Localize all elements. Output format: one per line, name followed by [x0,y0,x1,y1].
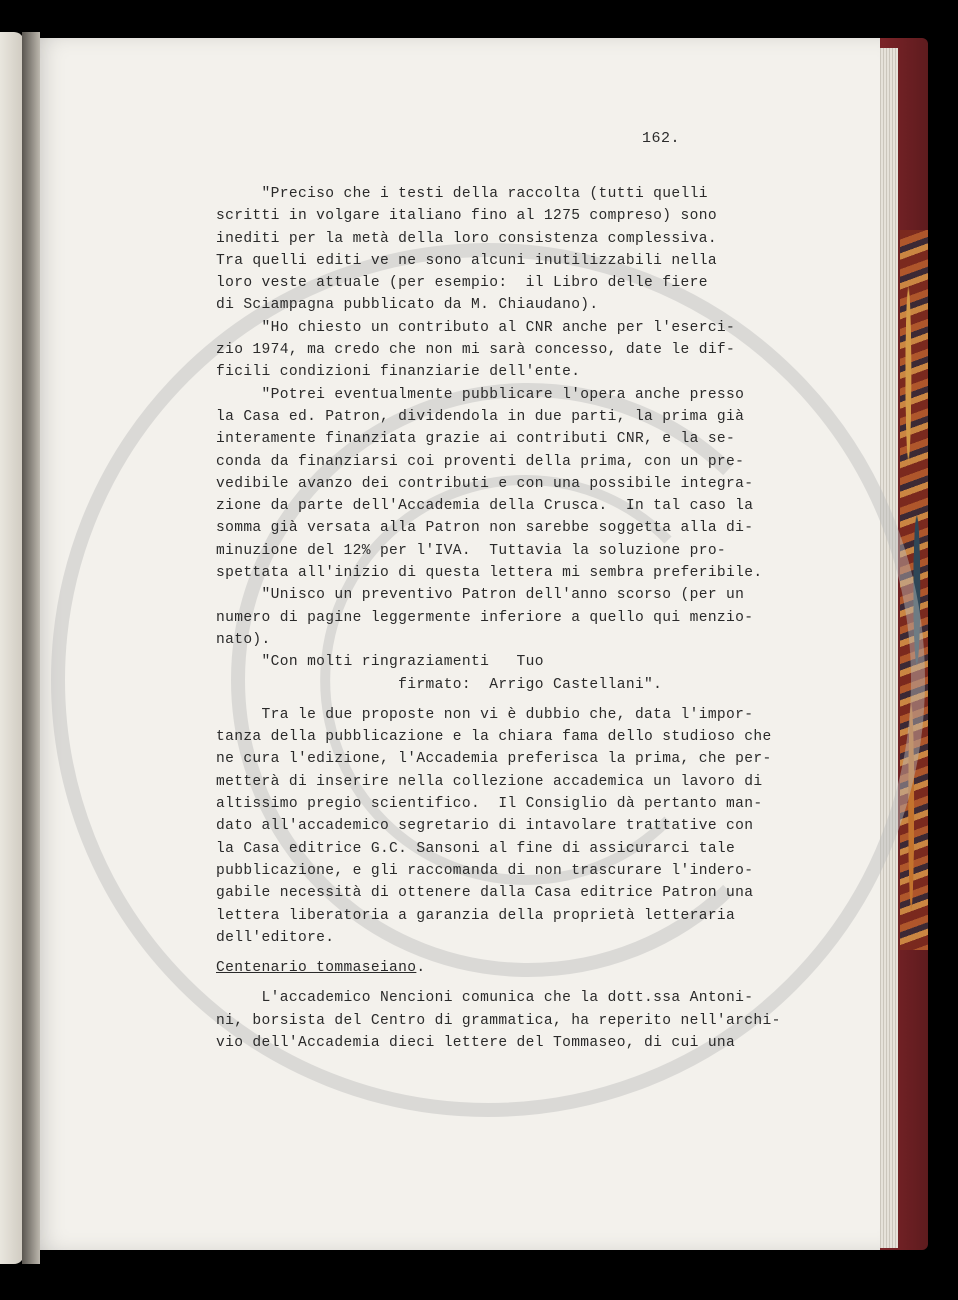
page-number: 162. [642,130,681,147]
text-line: "Ho chiesto un contributo al CNR anche per l'eserci- [216,319,736,336]
text-line: somma già versata alla Patron non sarebbe soggetta alla di- [216,520,754,537]
book-gutter [22,32,40,1264]
text-line: pubblicazione, e gli raccomanda di non trascurare l'indero- [216,862,754,879]
text-line: altissimo pregio scientifico. Il Consiglio dà pertanto man- [216,796,763,813]
text-line: lettera liberatoria a garanzia della proprietà letteraria [216,907,736,924]
text-line: tanza della pubblicazione e la chiara fama dello studioso che [216,729,772,746]
text-line: "Con molti ringraziamenti Tuo [216,654,544,671]
text-line: "Preciso che i testi della raccolta (tutti quelli [216,186,708,202]
text-line: metterà di inserire nella collezione accademica un lavoro di [216,773,763,790]
text-line: "Unisco un preventivo Patron dell'anno scorso (per un [216,587,745,604]
text-line: spettata all'inizio di questa lettera mi sembra preferibile. [216,565,763,582]
text-line: nato). [216,631,271,648]
text-line: Tra le due proposte non vi è dubbio che, data l'impor- [216,706,754,723]
paragraph-gap [216,949,776,957]
text-line: vedibile avanzo dei contributi e con una possibile integra- [216,475,754,492]
text-line: Tra quelli editi ve ne sono alcuni inutilizzabili nella [216,252,717,269]
marbled-endpaper [900,230,928,950]
text-line: inediti per la metà della loro consistenza complessiva. [216,230,717,247]
text-line: di Sciampagna pubblicato da M. Chiaudano). [216,297,599,314]
text-line: ne cura l'edizione, l'Accademia preferisca la prima, che per- [216,751,772,768]
text-line: firmato: Arrigo Castellani". [216,676,663,693]
text-line: "Potrei eventualmente pubblicare l'opera anche presso [216,386,745,403]
text-line: conda da finanziarsi coi proventi della prima, con un pre- [216,453,745,470]
section-heading-punct: . [416,960,426,977]
text-line: gabile necessità di ottenere dalla Casa editrice Patron una [216,885,754,902]
section-heading [216,957,776,979]
text-line: ficili condizioni finanziarie dell'ente. [216,364,581,381]
text-line: minuzione del 12% per l'IVA. Tuttavia la soluzione pro- [216,542,727,559]
document-body [216,183,781,1054]
text-line: interamente finanziata grazie ai contributi CNR, e la se- [216,431,736,448]
text-line: loro veste attuale (per esempio: il Libro delle fiere [216,275,708,292]
paragraph-gap [216,696,776,704]
text-line: zione da parte dell'Accademia della Crusca. In tal caso la [216,498,754,515]
text-line: scritti in volgare italiano fino al 1275 compreso) sono [216,208,717,225]
paragraph-gap [216,979,776,987]
text-line: vio dell'Accademia dieci lettere del Tommaseo, di cui una [216,1034,736,1051]
text-line: la Casa editrice G.C. Sansoni al fine di assicurarci tale [216,840,736,857]
text-line: dato all'accademico segretario di intavolare trattative con [216,818,754,835]
text-line: zio 1974, ma credo che non mi sarà concesso, date le dif- [216,342,736,359]
left-page-edge [0,32,24,1264]
section-heading-text: Centenario tommaseiano [216,960,417,977]
text-line: ni, borsista del Centro di grammatica, ha reperito nell'archi- [216,1012,781,1029]
text-line: la Casa ed. Patron, dividendola in due parti, la prima già [216,408,745,425]
text-line: L'accademico Nencioni comunica che la dott.ssa Antoni- [216,990,754,1007]
text-line: numero di pagine leggermente inferiore a quello qui menzio- [216,609,754,626]
text-line: dell'editore. [216,929,335,946]
